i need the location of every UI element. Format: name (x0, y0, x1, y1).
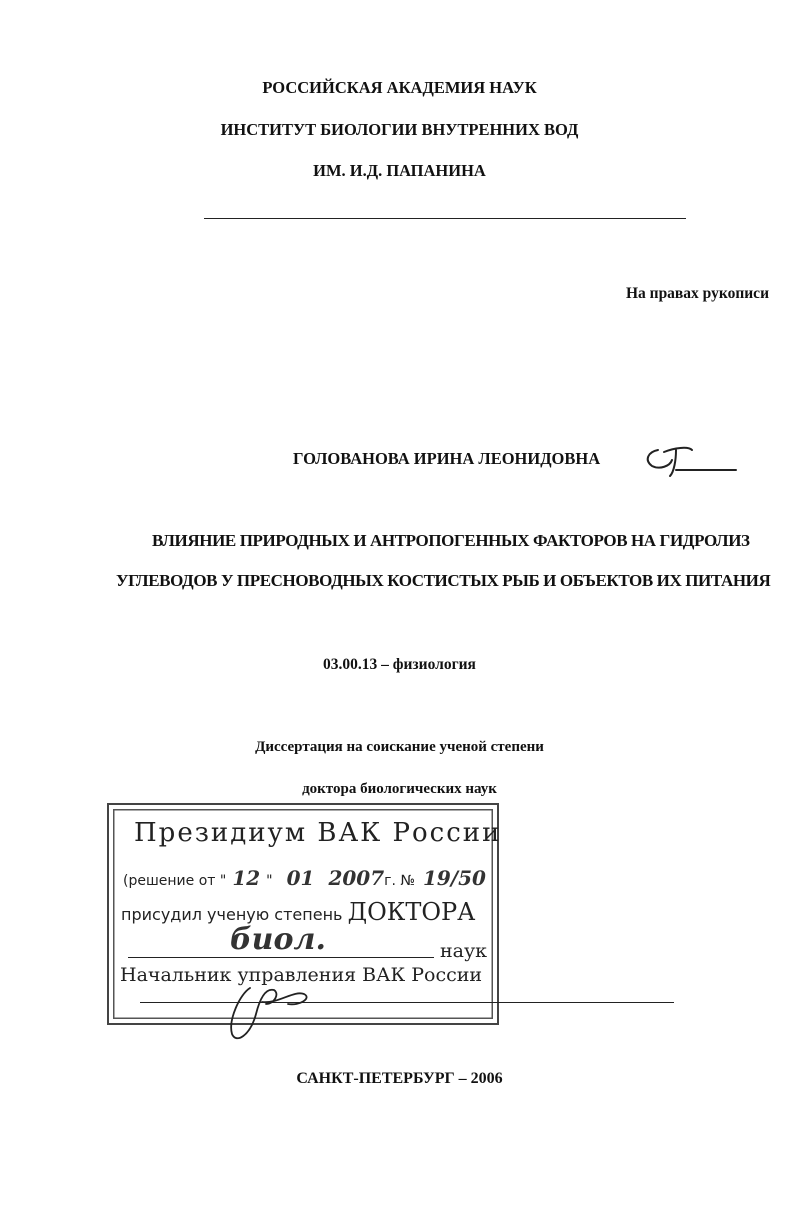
stamp-decision-number: 19/50 (422, 866, 486, 890)
stamp-decision-line (123, 866, 486, 890)
manuscript-note: На правах рукописи (625, 285, 769, 302)
institute-name: ИНСТИТУТ БИОЛОГИИ ВНУТРЕННИХ ВОД (220, 120, 579, 139)
stamp-field-suffix: наук (440, 940, 488, 962)
stamp-signature (222, 974, 332, 1046)
stamp-heading: Президиум ВАК России (134, 818, 502, 848)
stamp-signature-rule (140, 1002, 674, 1003)
degree-line-2: доктора биологических наук (302, 781, 497, 797)
stamp-decision-year: 2007 (328, 866, 385, 890)
degree-line-1: Диссертация на соискание ученой степени (255, 739, 544, 755)
specialty-code: 03.00.13 – физиология (323, 656, 476, 673)
stamp-field-underline (128, 957, 434, 958)
stamp-decision-year-suffix: г. № (384, 873, 415, 889)
institute-named-after: ИМ. И.Д. ПАПАНИНА (313, 161, 486, 180)
city-year: САНКТ-ПЕТЕРБУРГ – 2006 (296, 1070, 503, 1087)
author-name: ГОЛОВАНОВА ИРИНА ЛЕОНИДОВНА (293, 449, 601, 468)
stamp-chief-title: Начальник управления ВАК России (120, 964, 483, 986)
stamp-degree-word: ДОКТОРА (347, 898, 476, 926)
stamp-decision-month: 01 (286, 866, 315, 890)
stamp-decision-day: 12 (232, 866, 261, 890)
stamp-decision-prefix: (решение от " (123, 873, 227, 889)
author-signature (640, 440, 740, 480)
academy-name: РОССИЙСКАЯ АКАДЕМИЯ НАУК (262, 78, 537, 97)
stamp-awarded-text: присудил ученую степень (121, 905, 343, 924)
stamp-field-handwritten: биол. (230, 922, 326, 957)
title-line-1: ВЛИЯНИЕ ПРИРОДНЫХ И АНТРОПОГЕННЫХ ФАКТОРОВ НА ГИДРОЛИЗ (152, 531, 750, 550)
title-line-2: УГЛЕВОДОВ У ПРЕСНОВОДНЫХ КОСТИСТЫХ РЫБ И ОБЪЕКТОВ ИХ ПИТАНИЯ (116, 571, 771, 590)
header-divider (204, 218, 686, 219)
stamp-decision-mid: " (266, 873, 273, 889)
